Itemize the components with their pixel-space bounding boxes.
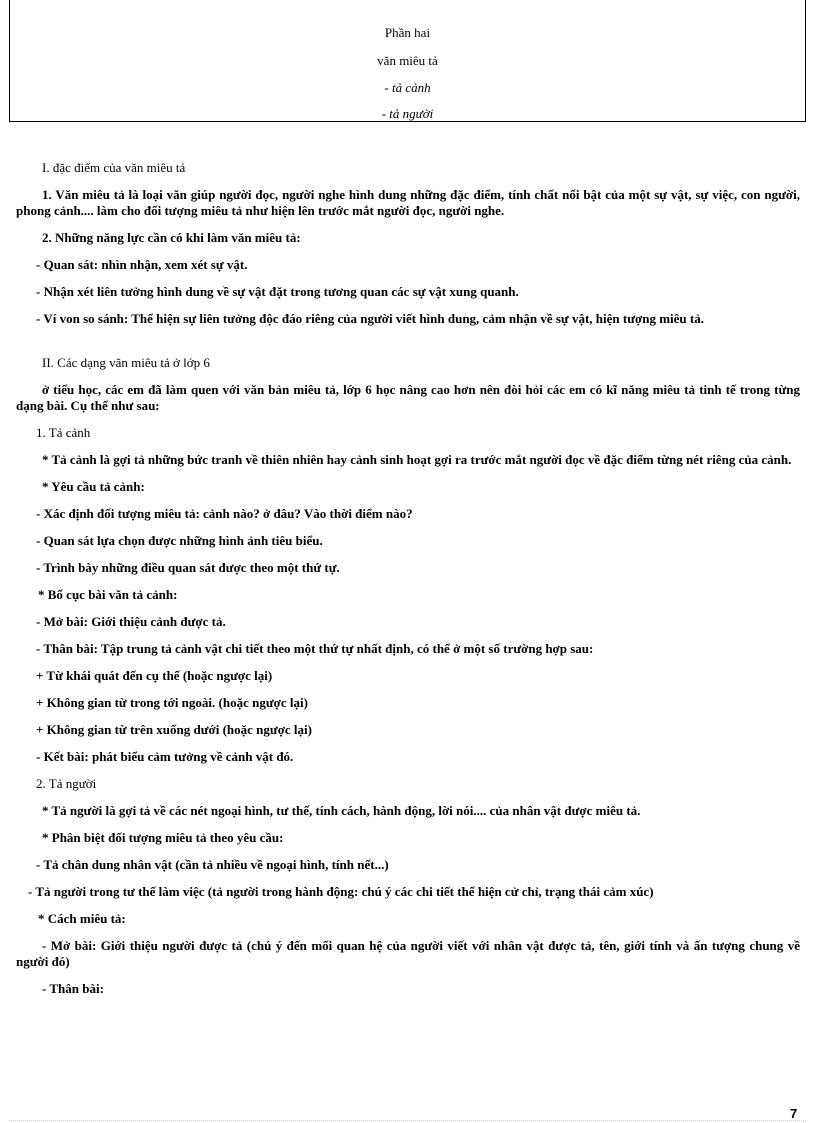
section1-paragraph-2: 2. Những năng lực cần có khi làm văn miêu tả: [42, 230, 301, 245]
scenery-opening: - Mở bài: Giới thiệu cảnh được tả. [36, 614, 226, 629]
person-distinction-title: * Phân biệt đối tượng miêu tả theo yêu cầu: [42, 830, 284, 845]
scenery-conclusion: - Kết bài: phát biểu cảm tưởng về cảnh vật đó. [36, 749, 294, 764]
section2-heading: II. Các dạng văn miêu tả ở lớp 6 [42, 355, 210, 370]
scenery-layout-title: * Bố cục bài văn tả cảnh: [38, 587, 178, 602]
title-box [9, 0, 806, 122]
footer-divider [9, 1120, 806, 1121]
person-definition: * Tả người là gợi tả về các nét ngoại hình, tư thế, tính cách, hành động, lời nói.... của nhân vật được miêu tả. [42, 803, 641, 818]
scenery-requirement-2: - Quan sát lựa chọn được những hình ảnh tiêu biểu. [36, 533, 323, 548]
scenery-body: - Thân bài: Tập trung tả cảnh vật chi tiết theo một thứ tự nhất định, có thể ở một số trường hợp sau: [36, 641, 594, 656]
scenery-requirement-3: - Trình bày những điều quan sát được theo một thứ tự. [36, 560, 340, 575]
person-title: 2. Tả người [36, 776, 97, 791]
section1-paragraph-1: 1. Văn miêu tả là loại văn giúp người đọc, người nghe hình dung những đặc điểm, tính chất nổi bật của một sự vật, sự việc, con người, phong cảnh.... làm cho đối tượng miêu tả như hiện lên trước mắt người đọc, người nghe. [16, 187, 800, 218]
person-opening: - Mở bài: Giới thiệu người được tả (chú ý đến mối quan hệ của người viết với nhân vật được tả, tên, giới tính và ấn tượng chung về người đó) [16, 938, 800, 969]
person-method-title: * Cách miêu tả: [38, 911, 126, 926]
person-distinction-2: - Tả người trong tư thế làm việc (tả người trong hành động: chú ý các chi tiết thể hiện cử chỉ, trạng thái cảm xúc) [28, 884, 654, 899]
scenery-order-1: + Từ khái quát đến cụ thể (hoặc ngược lại) [36, 668, 273, 683]
scenery-order-3: + Không gian từ trên xuống dưới (hoặc ngược lại) [36, 722, 312, 737]
genre-title: văn miêu tả [377, 53, 438, 68]
section1-heading: I. đặc điểm của văn miêu tả [42, 160, 186, 175]
scenery-order-2: + Không gian từ trong tới ngoài. (hoặc ngược lại) [36, 695, 308, 710]
page-number: 7 [790, 1106, 798, 1121]
section1-item-observe: - Quan sát: nhìn nhận, xem xét sự vật. [36, 257, 248, 272]
person-body: - Thân bài: [42, 981, 104, 996]
person-distinction-1: - Tả chân dung nhân vật (cần tả nhiều về ngoại hình, tính nết...) [36, 857, 389, 872]
subtitle-person: - tả người [381, 106, 434, 121]
scenery-title: 1. Tả cảnh [36, 425, 91, 440]
document-body [16, 160, 800, 997]
scenery-requirement-1: - Xác định đối tượng miêu tả: cảnh nào? ở đâu? Vào thời điểm nào? [36, 506, 413, 521]
section1-item-compare: - Ví von so sánh: Thể hiện sự liên tưởng độc đáo riêng của người viết hình dung, cảm nhận về sự vật, hiện tượng miêu tả. [36, 311, 704, 326]
section1-item-comment: - Nhận xét liên tưởng hình dung về sự vật đặt trong tương quan các sự vật xung quanh. [36, 284, 519, 299]
scenery-definition: * Tả cảnh là gợi tả những bức tranh về thiên nhiên hay cảnh sinh hoạt gợi ra trước mắt người đọc về đặc điểm từng nét riêng của cảnh. [42, 452, 792, 467]
part-title: Phần hai [384, 25, 431, 40]
subtitle-scenery: - tả cảnh [384, 80, 431, 95]
section2-intro: ở tiểu học, các em đã làm quen với văn bản miêu tả, lớp 6 học nâng cao hơn nên đòi hỏi các em có kĩ năng miêu tả tinh tế trong từng dạng bài. Cụ thể như sau: [16, 382, 800, 413]
scenery-requirements-title: * Yêu cầu tả cảnh: [42, 479, 145, 494]
